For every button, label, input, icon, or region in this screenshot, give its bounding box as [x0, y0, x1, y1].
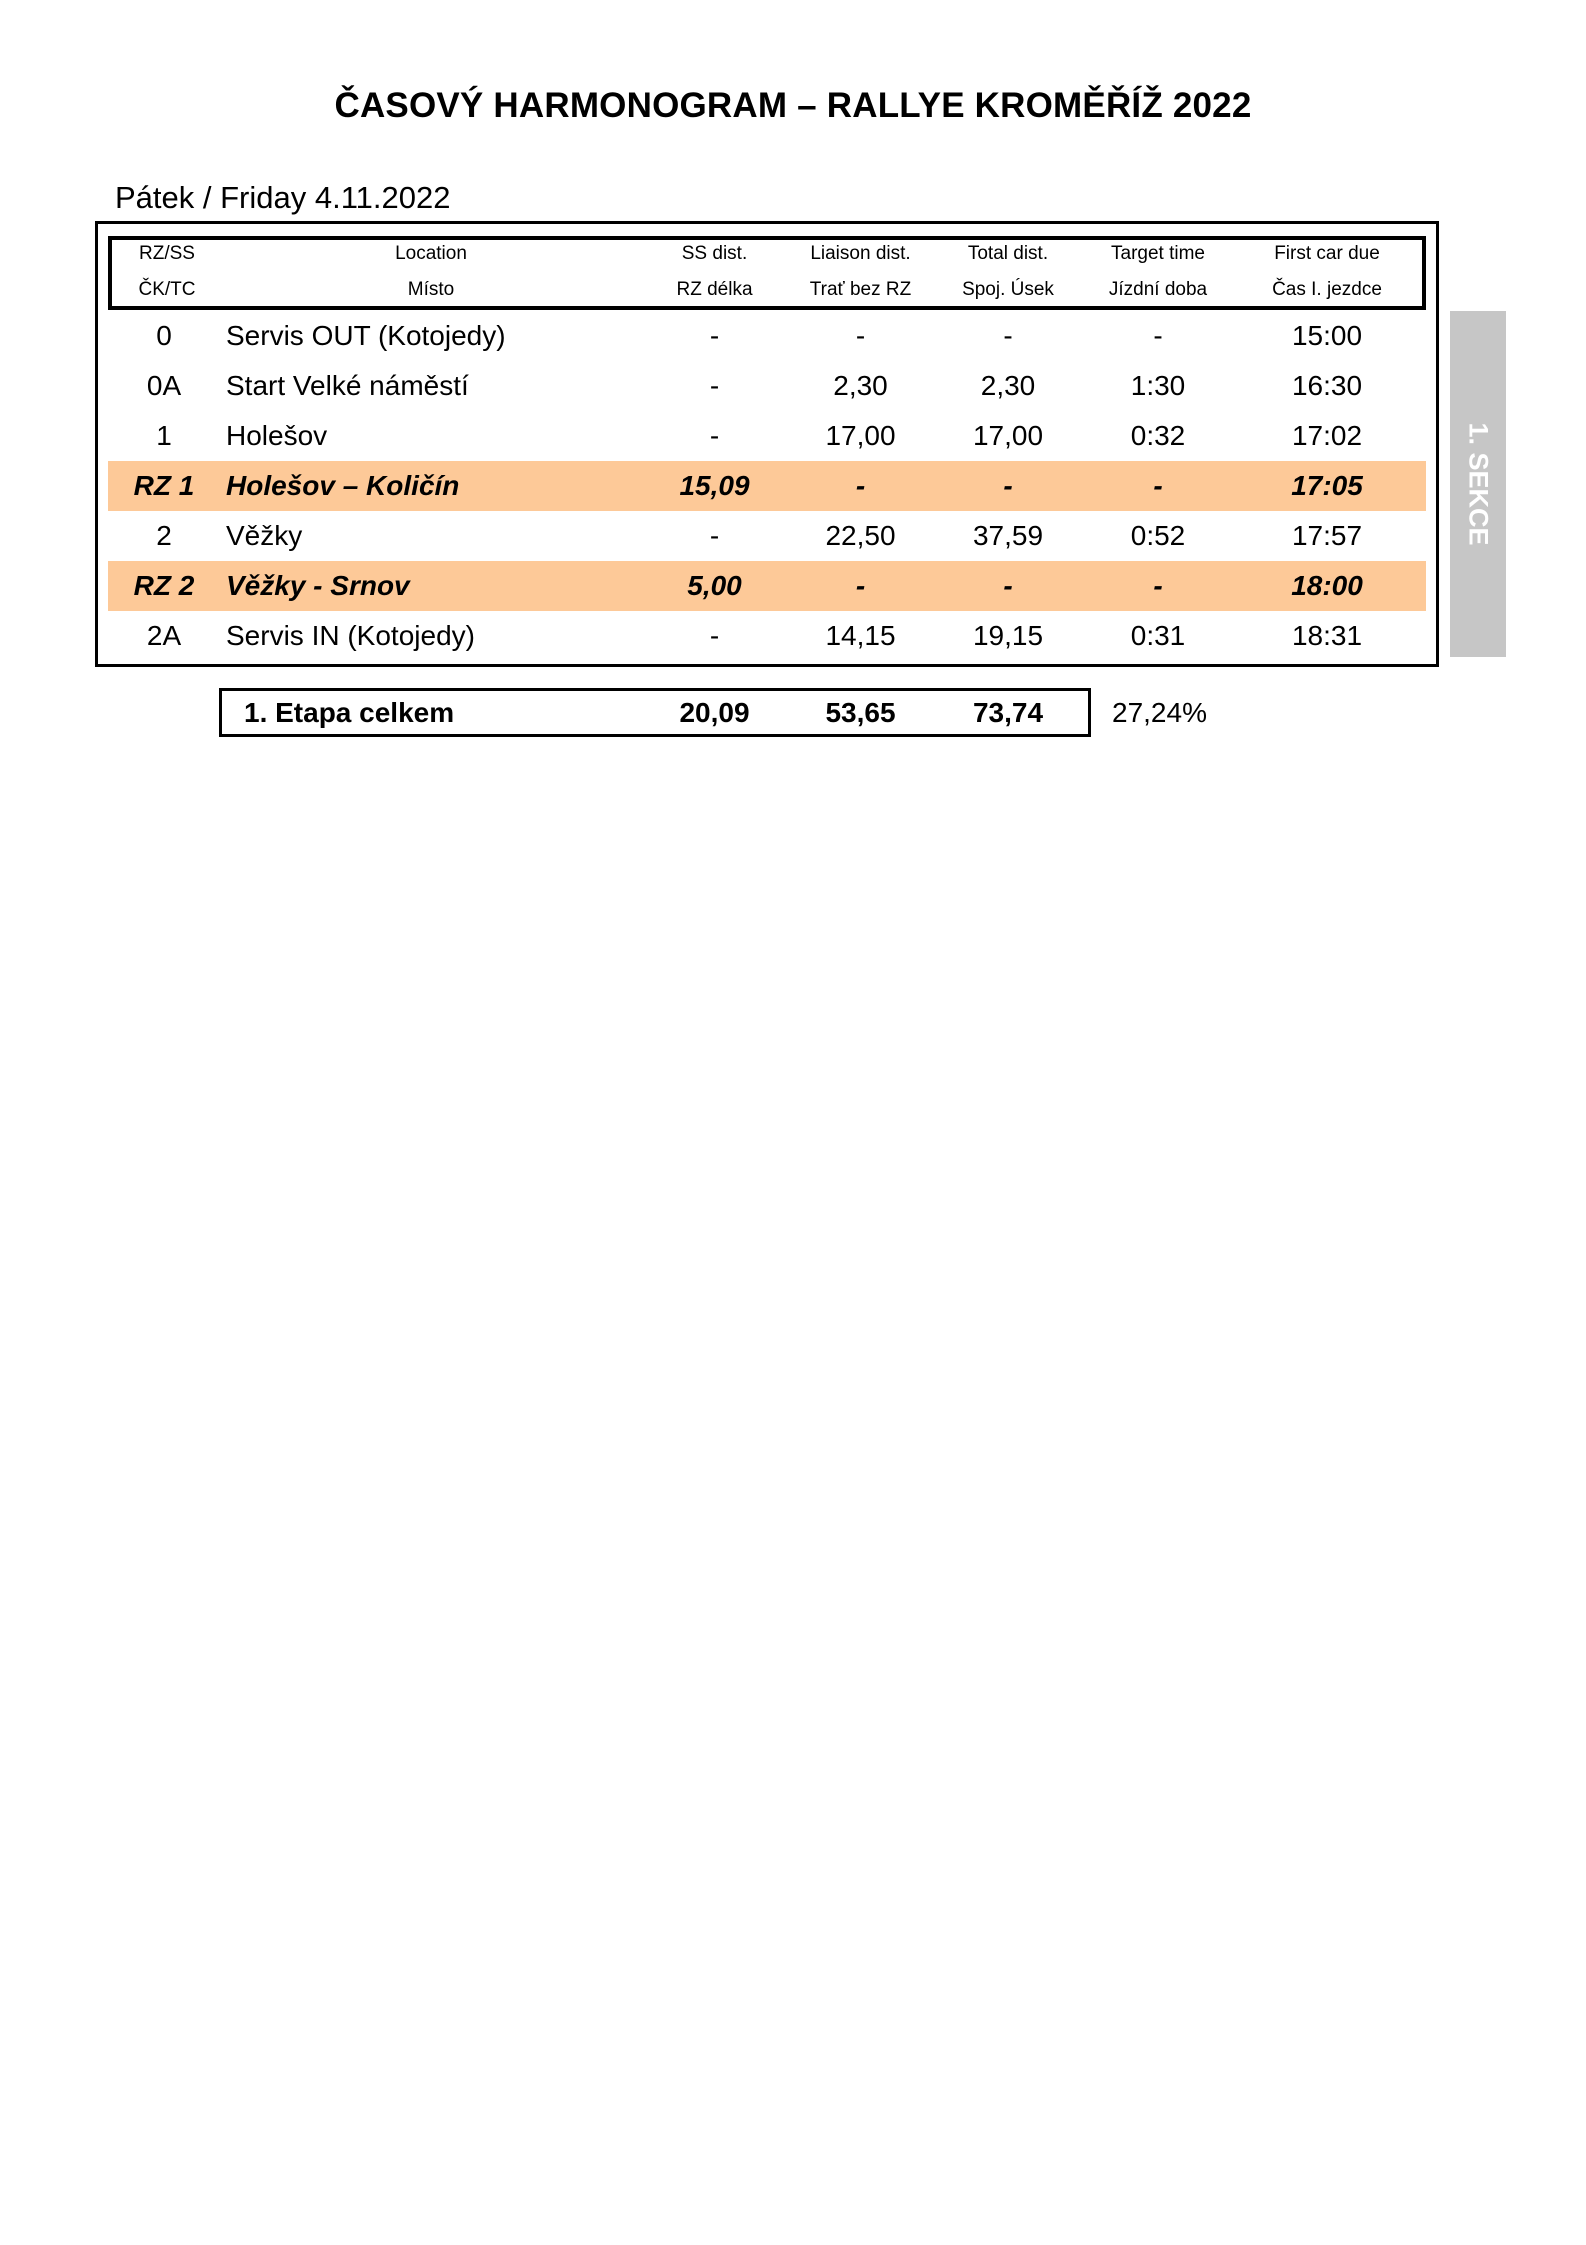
row-location: Věžky - Srnov — [226, 570, 410, 601]
row-liaison-dist: - — [855, 470, 866, 501]
row-ss-dist: - — [709, 320, 720, 351]
row-target-time: - — [1153, 470, 1163, 501]
row-target-time: 1:30 — [1130, 370, 1186, 401]
header-first-car-cz: Čas I. jezdce — [1272, 279, 1382, 300]
header-code-en: RZ/SS — [139, 243, 195, 264]
stage-row — [108, 561, 1426, 611]
stage-total-distance: 73,74 — [972, 697, 1044, 728]
table-row — [108, 311, 1426, 361]
row-location: Holešov – Količín — [226, 470, 460, 501]
stage-total-liaison: 53,65 — [825, 697, 896, 728]
row-location: Start Velké náměstí — [226, 370, 469, 401]
row-target-time: 0:52 — [1130, 520, 1186, 551]
row-total-dist: - — [1003, 470, 1013, 501]
table-row — [108, 611, 1426, 661]
row-total-dist: 37,59 — [972, 520, 1044, 551]
row-first-car: 18:31 — [1291, 620, 1363, 651]
header-liaison-dist-en: Liaison dist. — [810, 243, 911, 264]
row-total-dist: 19,15 — [972, 620, 1044, 651]
row-first-car: 16:30 — [1291, 370, 1363, 401]
row-liaison-dist: 2,30 — [833, 370, 888, 401]
row-first-car: 17:57 — [1291, 520, 1363, 551]
row-location: Servis IN (Kotojedy) — [226, 620, 475, 651]
header-target-time-en: Target time — [1111, 243, 1205, 264]
header-code-cz: ČK/TC — [138, 279, 196, 300]
row-code: 1 — [156, 420, 172, 451]
row-code: RZ 2 — [133, 570, 195, 601]
row-code: 0 — [156, 320, 172, 351]
row-code: 2 — [156, 520, 172, 551]
header-target-time-cz: Jízdní doba — [1108, 279, 1208, 300]
row-total-dist: - — [1003, 570, 1013, 601]
table-row — [108, 411, 1426, 461]
row-total-dist: 17,00 — [972, 420, 1044, 451]
header-first-car-en: First car due — [1274, 243, 1380, 264]
header-location-cz: Místo — [407, 279, 455, 300]
row-target-time: - — [1153, 320, 1163, 351]
row-liaison-dist: 17,00 — [825, 420, 896, 451]
header-total-dist-cz: Spoj. Úsek — [962, 279, 1054, 300]
row-ss-dist: - — [709, 420, 720, 451]
stage-total-percent: 27,24% — [1112, 697, 1207, 728]
row-first-car: 17:05 — [1291, 470, 1363, 501]
row-code: RZ 1 — [133, 470, 195, 501]
row-ss-dist: - — [709, 370, 720, 401]
header-total-dist-en: Total dist. — [967, 243, 1049, 264]
row-location: Servis OUT (Kotojedy) — [226, 320, 506, 351]
row-ss-dist: 15,09 — [679, 470, 750, 501]
stage-row — [108, 461, 1426, 511]
header-ss-dist-en: SS dist. — [681, 243, 748, 264]
row-ss-dist: - — [709, 620, 720, 651]
row-location: Věžky — [226, 520, 303, 551]
row-total-dist: 2,30 — [980, 370, 1036, 401]
row-liaison-dist: - — [855, 320, 866, 351]
row-code: 2A — [146, 620, 182, 651]
document-title: ČASOVÝ HARMONOGRAM – RALLYE KROMĚŘÍŽ 2022 — [334, 86, 1252, 125]
day-label: Pátek / Friday 4.11.2022 — [115, 180, 451, 215]
row-first-car: 18:00 — [1291, 570, 1363, 601]
row-ss-dist: - — [709, 520, 720, 551]
header-ss-dist-cz: RZ délka — [676, 279, 753, 300]
header-location-en: Location — [395, 243, 467, 264]
row-location: Holešov — [226, 420, 328, 451]
table-row — [108, 361, 1426, 411]
table-row — [108, 511, 1426, 561]
header-liaison-dist-cz: Trať bez RZ — [809, 279, 912, 300]
row-first-car: 17:02 — [1291, 420, 1363, 451]
stage-total-ss: 20,09 — [679, 697, 750, 728]
section-tab-label: 1. SEKCE — [1463, 422, 1494, 546]
stage-total-label: 1. Etapa celkem — [244, 697, 455, 728]
row-target-time: 0:31 — [1130, 620, 1186, 651]
row-liaison-dist: 14,15 — [825, 620, 896, 651]
row-code: 0A — [146, 370, 182, 401]
row-total-dist: - — [1003, 320, 1013, 351]
row-liaison-dist: 22,50 — [825, 520, 896, 551]
row-first-car: 15:00 — [1291, 320, 1363, 351]
row-liaison-dist: - — [855, 570, 866, 601]
row-ss-dist: 5,00 — [687, 570, 742, 601]
row-target-time: 0:32 — [1130, 420, 1186, 451]
row-target-time: - — [1153, 570, 1163, 601]
